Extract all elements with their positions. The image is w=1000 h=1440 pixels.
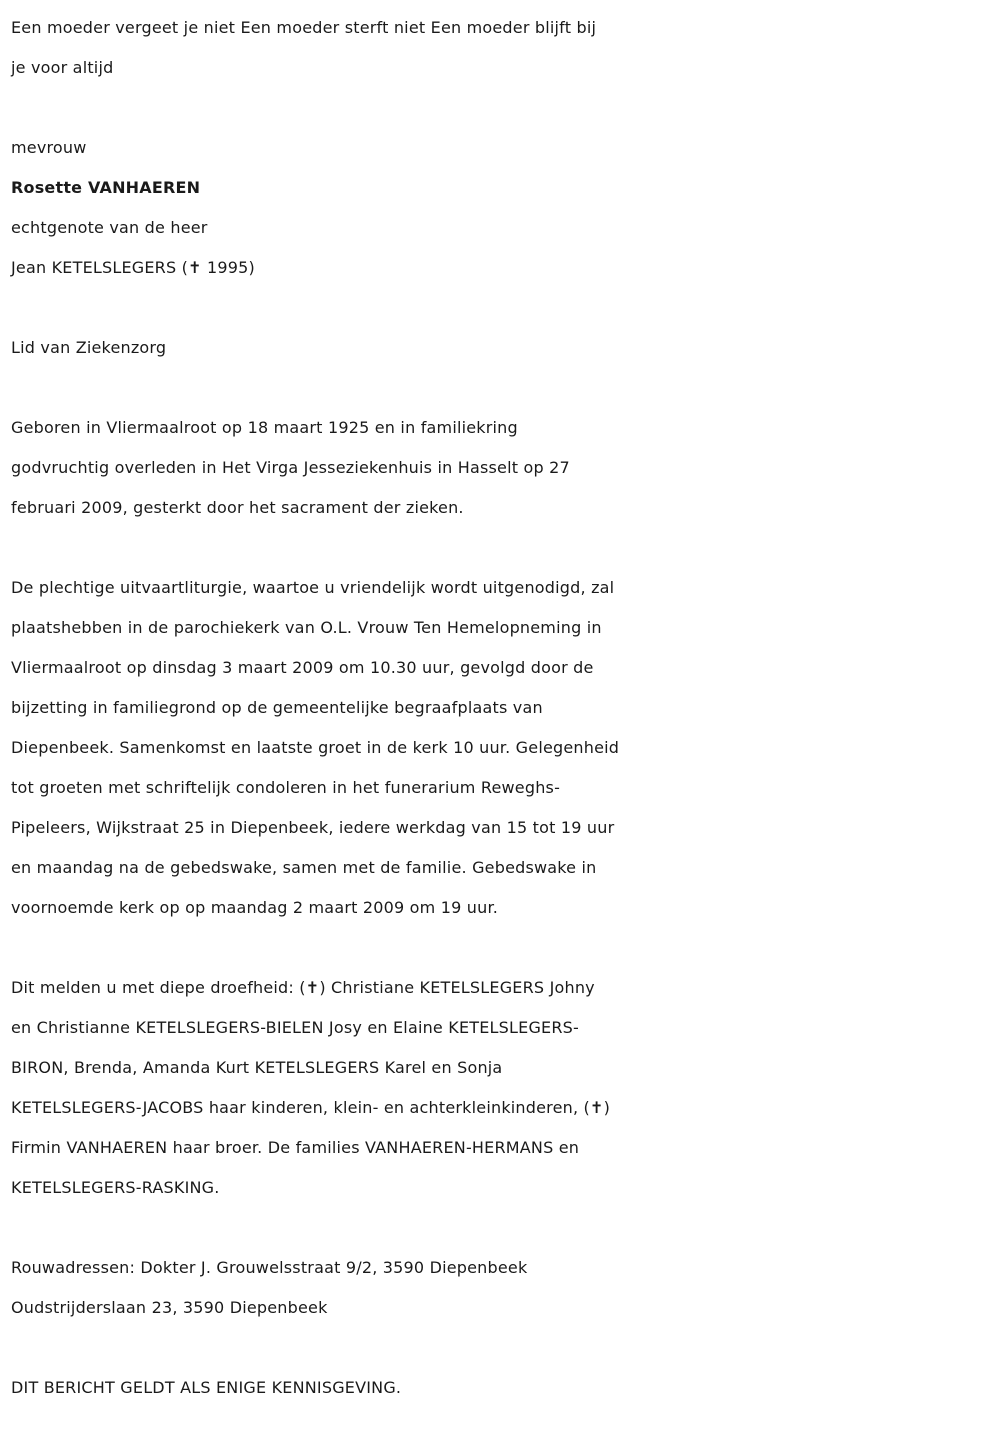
address-line: Oudstrijderslaan 23, 3590 Diepenbeek: [11, 1298, 328, 1317]
deceased-name: Rosette VANHAEREN: [11, 178, 201, 197]
spacer: [11, 88, 993, 128]
motto-line: Een moeder vergeet je niet Een moeder sterft niet Een moeder blijft bij: [11, 18, 597, 37]
funeral-line: De plechtige uitvaartliturgie, waartoe u vriendelijk wordt uitgenodigd, zal: [11, 578, 615, 597]
funeral-line: Diepenbeek. Samenkomst en laatste groet in de kerk 10 uur. Gelegenheid: [11, 738, 620, 757]
family-line: Firmin VANHAEREN haar broer. De families VANHAEREN-HERMANS en: [11, 1138, 580, 1157]
birth-death-line: februari 2009, gesterkt door het sacrament der zieken.: [11, 498, 464, 517]
birth-death-line: Geboren in Vliermaalroot op 18 maart 1925 en in familiekring: [11, 418, 518, 437]
family-paragraph: [11, 968, 993, 1208]
motto-line: je voor altijd: [11, 58, 114, 77]
funeral-line: plaatshebben in de parochiekerk van O.L. Vrouw Ten Hemelopneming in: [11, 618, 602, 637]
funeral-line: Vliermaalroot op dinsdag 3 maart 2009 om 10.30 uur, gevolgd door de: [11, 658, 594, 677]
family-line: Dit melden u met diepe droefheid: (✝) Christiane KETELSLEGERS Johny: [11, 978, 595, 997]
address-line: Rouwadressen: Dokter J. Grouwelsstraat 9/2, 3590 Diepenbeek: [11, 1258, 528, 1277]
spacer: [11, 528, 993, 568]
funeral-line: en maandag na de gebedswake, samen met de familie. Gebedswake in: [11, 858, 597, 877]
birth-death-line: godvruchtig overleden in Het Virga Jesseziekenhuis in Hasselt op 27: [11, 458, 570, 477]
funeral-line: Pipeleers, Wijkstraat 25 in Diepenbeek, iedere werkdag van 15 tot 19 uur: [11, 818, 615, 837]
notice-statement: DIT BERICHT GELDT ALS ENIGE KENNISGEVING.: [11, 1378, 402, 1397]
addresses-paragraph: [11, 1248, 993, 1328]
family-line: KETELSLEGERS-RASKING.: [11, 1178, 220, 1197]
family-line: KETELSLEGERS-JACOBS haar kinderen, klein- en achterkleinkinderen, (✝): [11, 1098, 611, 1117]
spacer: [11, 1208, 993, 1248]
spouse-intro: echtgenote van de heer: [11, 218, 208, 237]
funeral-paragraph: [11, 568, 993, 928]
family-line: BIRON, Brenda, Amanda Kurt KETELSLEGERS Karel en Sonja: [11, 1058, 503, 1077]
spacer: [11, 288, 993, 328]
motto-paragraph: [11, 8, 993, 88]
spacer: [11, 1328, 993, 1368]
spacer: [11, 368, 993, 408]
spacer: [11, 928, 993, 968]
funeral-line: voornoemde kerk op op maandag 2 maart 2009 om 19 uur.: [11, 898, 499, 917]
funeral-line: bijzetting in familiegrond op de gemeentelijke begraafplaats van: [11, 698, 543, 717]
membership: Lid van Ziekenzorg: [11, 338, 167, 357]
obituary-notice: [11, 8, 993, 1408]
funeral-line: tot groeten met schriftelijk condoleren in het funerarium Reweghs-: [11, 778, 561, 797]
person-title: mevrouw: [11, 138, 87, 157]
spouse-name: Jean KETELSLEGERS (✝ 1995): [11, 258, 255, 277]
birth-death-paragraph: [11, 408, 993, 528]
family-line: en Christianne KETELSLEGERS-BIELEN Josy en Elaine KETELSLEGERS-: [11, 1018, 579, 1037]
